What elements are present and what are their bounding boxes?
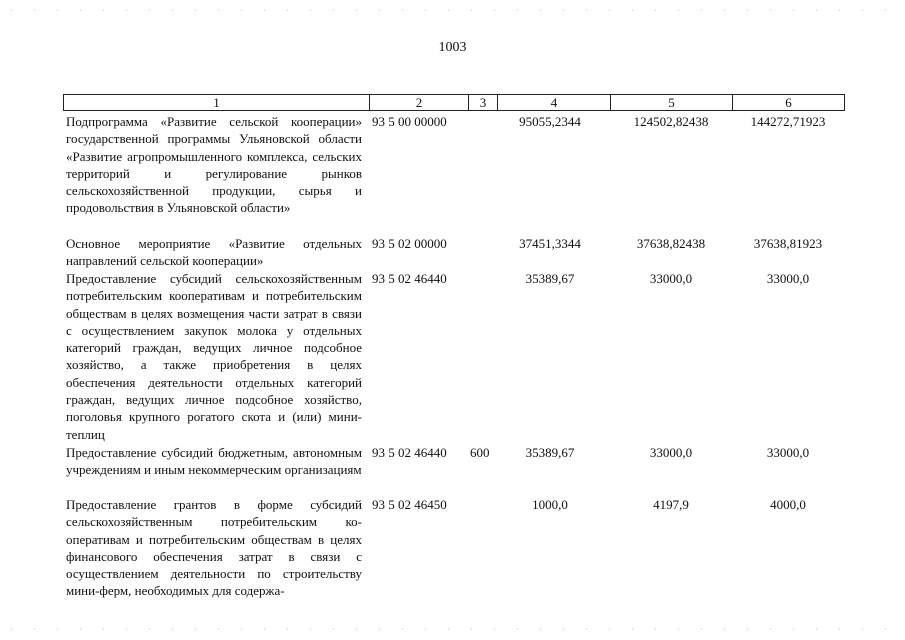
header-col-1: 1 <box>213 95 220 110</box>
header-col-6: 6 <box>785 95 792 110</box>
header-col-2: 2 <box>415 95 423 110</box>
row-value-col4: 35389,67 <box>525 445 575 460</box>
row-value-col6: 33000,0 <box>766 445 810 460</box>
row-code: 93 5 02 00000 <box>372 236 447 251</box>
scan-noise-bottom <box>0 628 905 630</box>
row-name: Предоставление грантов в форме субсидий сельскохозяйственным потребительским кооперативам и потребительским обществам в целях финансового обеспечения затрат в связи с осуществлением деятельности по строительству мини-ферм, необходимых для содержа- <box>66 497 362 599</box>
header-col-5: 5 <box>668 95 675 110</box>
row-value-col6: 37638,81923 <box>753 236 823 251</box>
row-code: 93 5 00 00000 <box>372 114 447 129</box>
row-value-col4: 95055,2344 <box>519 114 581 129</box>
row-code: 93 5 02 46450 <box>372 497 447 512</box>
scan-noise-top <box>0 9 905 11</box>
row-code: 93 5 02 46440 <box>372 271 447 286</box>
row-value-col5: 4197,9 <box>653 497 689 512</box>
row-value-col5: 33000,0 <box>649 271 693 286</box>
row-value-col5: 37638,82438 <box>636 236 706 251</box>
row-name: Основное мероприятие «Развитие отдельных направлений сельской кооперации» <box>66 236 362 269</box>
row-value-col5: 33000,0 <box>649 445 693 460</box>
row-code: 93 5 02 46440 <box>372 445 447 460</box>
row-value-col6: 144272,71923 <box>750 114 826 129</box>
row-value-col5: 124502,82438 <box>633 114 709 129</box>
table-header <box>63 94 845 111</box>
header-col-4: 4 <box>550 95 558 110</box>
row-value-col6: 4000,0 <box>770 497 806 512</box>
row-value-col4: 37451,3344 <box>519 236 581 251</box>
row-value-col4: 35389,67 <box>525 271 575 286</box>
row-value-col4: 1000,0 <box>532 497 568 512</box>
row-name: Предоставление субсидий сельскохозяйственным потребительским кооперативам и потребительским обществам в целях возмещения части затрат в связи с осуществлением закупок молока у отдельных категорий граждан, ведущих личное подсобное хозяйство, а также приобретения в целях обеспечения деятельности отдельных категорий граждан, ведущих личное подсобное хозяйство, поголовья крупного рогатого скота и (или) мини-теплиц <box>66 271 362 442</box>
page-number: 1003 <box>438 40 467 55</box>
row-name: Подпрограмма «Развитие сельской кооперации» государственной программы Ульяновской области «Развитие агропромышленного комплекса, сельских территорий и регулирование рынков сельскохозяйственной продукции, сырья и продовольствия в Ульяновской области» <box>66 114 362 216</box>
row-name: Предоставление субсидий бюджетным, автономным учреждениям и иным некоммерческим организациям <box>66 445 362 478</box>
row-value-col6: 33000,0 <box>766 271 810 286</box>
row-type: 600 <box>470 445 490 460</box>
header-col-3: 3 <box>479 95 487 110</box>
